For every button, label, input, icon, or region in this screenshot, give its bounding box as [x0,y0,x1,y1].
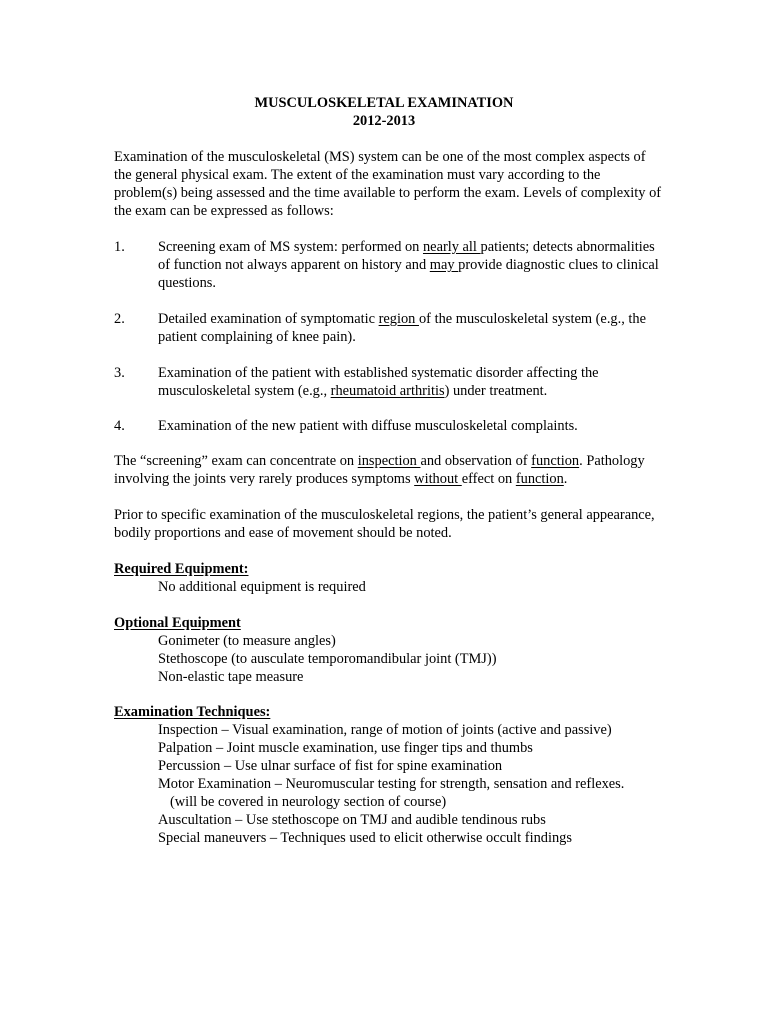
list-item: Non-elastic tape measure [158,669,304,685]
underlined-text: function [515,471,564,487]
underlined-text: function [531,453,580,469]
examination-techniques-list [158,721,624,847]
underlined-text: rheumatoid arthritis [330,383,445,399]
list-item: Special maneuvers – Techniques used to elicit otherwise occult findings [158,830,572,846]
examination-techniques-heading: Examination Techniques: [114,704,271,720]
item-text: Screening exam of MS system: performed on nearly all patients; detects abnormalities of function not always apparent on history and may provide diagnostic clues to clinical questions. [158,239,659,291]
document-title [0,94,768,130]
list-item: Motor Examination – Neuromuscular testing for strength, sensation and reflexes. [158,776,625,792]
underlined-text: without [414,471,462,487]
required-equipment-heading: Required Equipment: [114,561,249,577]
item-number: 3. [114,365,125,381]
optional-equipment-heading: Optional Equipment [114,615,241,631]
optional-equipment-list [158,632,497,686]
item-text: Detailed examination of symptomatic region of the musculoskeletal system (e.g., the patient complaining of knee pain). [158,311,646,345]
list-item: Gonimeter (to measure angles) [158,633,336,649]
intro-paragraph: Examination of the musculoskeletal (MS) system can be one of the most complex aspects of the general physical exam. The extent of the examination must vary according to the problem(s) being assessed and the time available to perform the exam. Levels of complexity of the exam can be expressed as follows: [114,149,662,219]
underlined-text: region [378,311,419,327]
item-number: 1. [114,239,125,255]
item-number: 4. [114,418,125,434]
list-item: No additional equipment is required [158,579,366,595]
list-item: Palpation – Joint muscle examination, use finger tips and thumbs [158,740,533,756]
item-text: Examination of the new patient with diffuse musculoskeletal complaints. [158,418,578,434]
list-item: Percussion – Use ulnar surface of fist for spine examination [158,758,503,774]
list-item: Stethoscope (to ausculate temporomandibular joint (TMJ)) [158,651,497,667]
list-item: Auscultation – Use stethoscope on TMJ and audible tendinous rubs [158,812,546,828]
title-line-1: MUSCULOSKELETAL EXAMINATION [254,95,514,111]
list-item: Inspection – Visual examination, range of motion of joints (active and passive) [158,722,612,738]
prior-paragraph: Prior to specific examination of the musculoskeletal regions, the patient’s general appearance, bodily proportions and ease of movement should be noted. [114,507,655,541]
item-number: 2. [114,311,125,327]
underlined-text: may [429,257,459,273]
required-equipment-list [158,578,366,596]
title-line-2: 2012-2013 [352,113,416,129]
item-text: Examination of the patient with established systematic disorder affecting the musculoskeletal system (e.g., rheumatoid arthritis) under treatment. [158,365,599,399]
screening-paragraph: The “screening” exam can concentrate on inspection and observation of function. Pathology involving the joints very rarely produces symptoms without effect on function. [114,453,645,487]
list-item-note: (will be covered in neurology section of course) [170,794,447,810]
underlined-text: nearly all [422,239,481,255]
underlined-text: inspection [357,453,421,469]
